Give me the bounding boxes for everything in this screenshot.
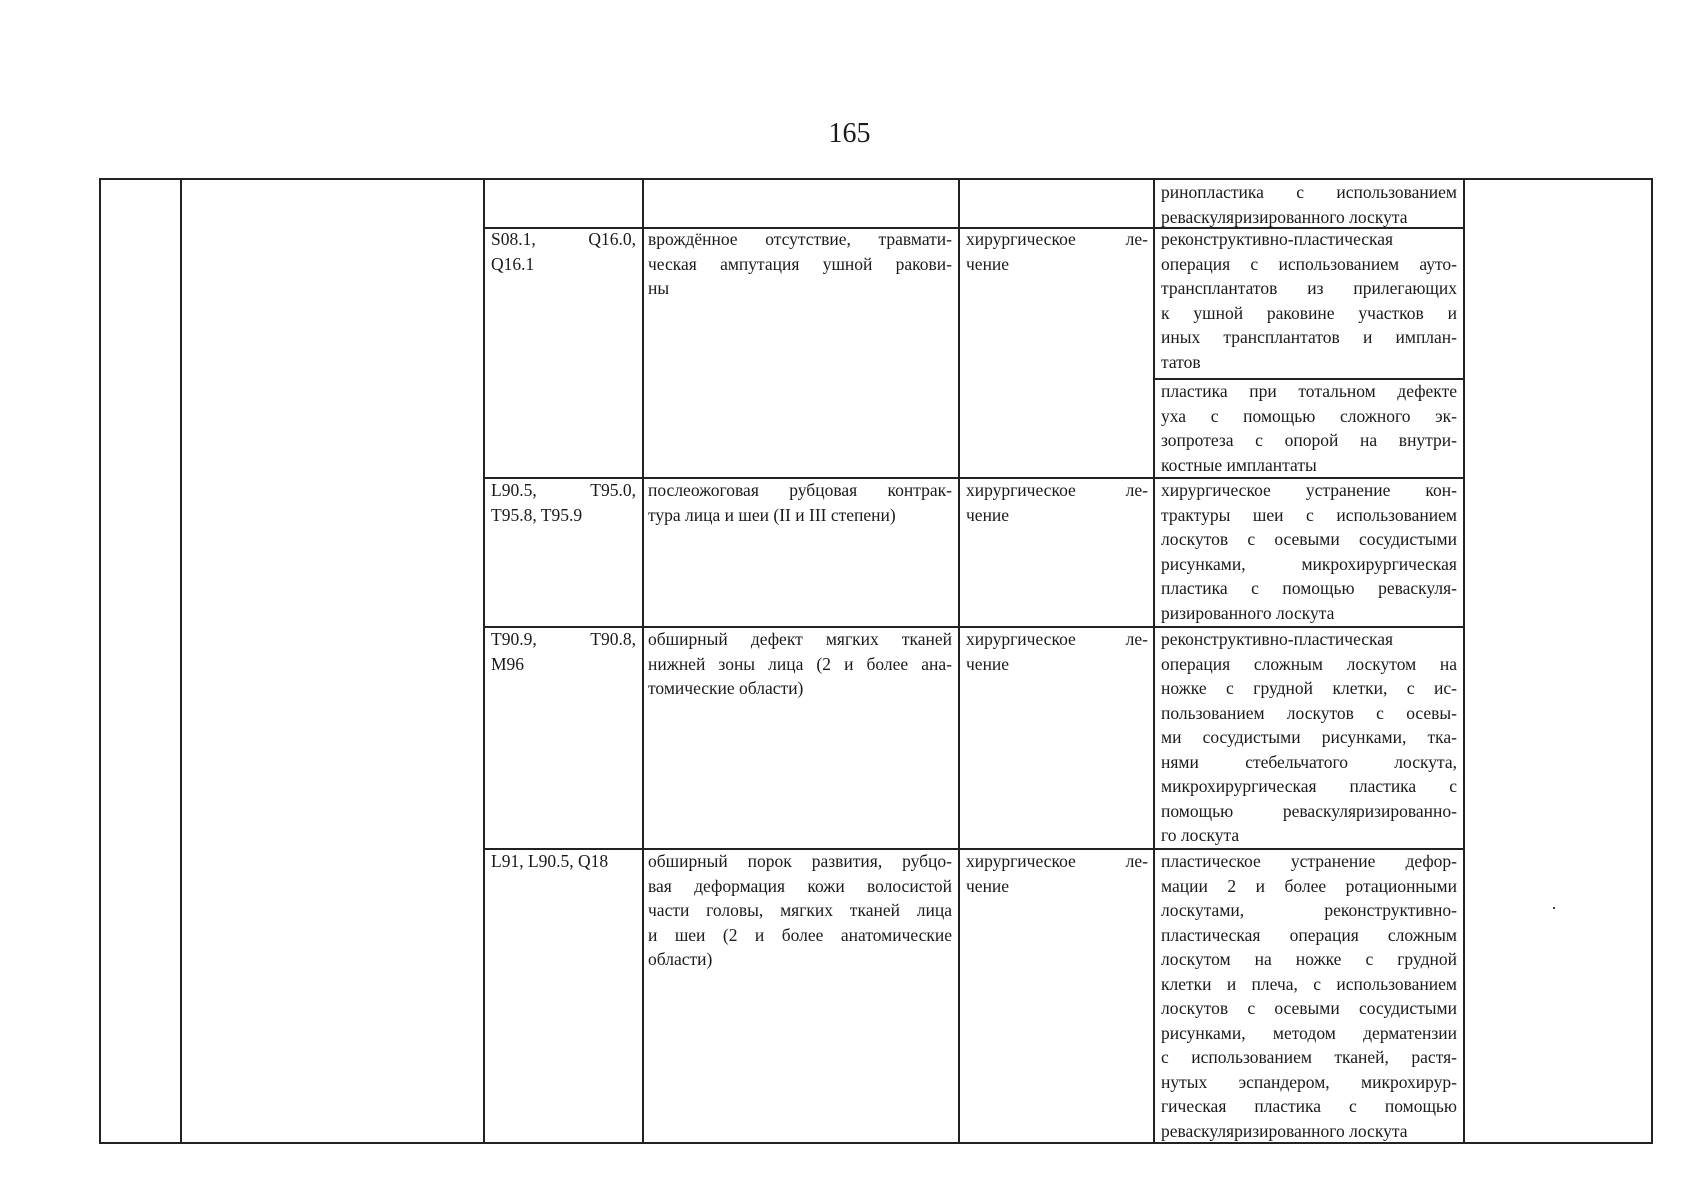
code-cell bbox=[491, 227, 636, 276]
text-line bbox=[491, 627, 636, 652]
text-line: го лоскута bbox=[1161, 825, 1240, 845]
text-line: пластика с помощью реваскуля- bbox=[1161, 578, 1457, 598]
text-line: ческая ампутация ушной ракови- bbox=[648, 253, 952, 274]
text-line: с использованием тканей, растя- bbox=[1161, 1047, 1457, 1067]
treatment-text: хирургическое bbox=[966, 480, 1076, 500]
text-line: лоскутами, реконструктивно- bbox=[1161, 900, 1457, 920]
treatment-cell bbox=[966, 227, 1148, 276]
text-line: татов bbox=[1161, 351, 1201, 372]
treatment-cell bbox=[966, 627, 1148, 676]
diagnosis-cell bbox=[648, 627, 952, 701]
treatment-text: чение bbox=[966, 653, 1010, 674]
code-text: L90.5, bbox=[491, 480, 537, 500]
code-text: L91, L90.5, Q18 bbox=[491, 851, 609, 871]
text-line: области) bbox=[648, 949, 713, 969]
column-divider-5 bbox=[1153, 179, 1155, 1144]
text-line: операция с использованием ауто- bbox=[1161, 253, 1457, 274]
code-text: Q16.0, bbox=[588, 229, 636, 249]
code-text: T95.8, T95.9 bbox=[491, 504, 583, 525]
code-cell bbox=[491, 627, 636, 676]
code-text: T90.9, bbox=[491, 629, 537, 649]
column-divider-3 bbox=[642, 179, 644, 1144]
treatment-text: хирургическое bbox=[966, 629, 1076, 649]
text-line: ножке с грудной клетки, с ис- bbox=[1161, 678, 1457, 698]
text-line: уха с помощью сложного эк- bbox=[1161, 405, 1457, 426]
treatment-text: чение bbox=[966, 504, 1010, 525]
column-divider-2 bbox=[483, 179, 485, 1144]
text-line: операция сложным лоскутом на bbox=[1161, 653, 1457, 674]
text-line: нутых эспандером, микрохирур- bbox=[1161, 1071, 1457, 1092]
treatment-text: ле- bbox=[1125, 229, 1148, 249]
column-divider-4 bbox=[958, 179, 960, 1144]
treatment-text: ле- bbox=[1125, 851, 1148, 871]
text-line: лоскутом на ножке с грудной bbox=[1161, 949, 1457, 969]
text-line: обширный дефект мягких тканей bbox=[648, 629, 952, 649]
treatment-text: хирургическое bbox=[966, 229, 1076, 249]
text-line: лоскутов с осевыми сосудистыми bbox=[1161, 529, 1457, 549]
treatment-text: ле- bbox=[1125, 629, 1148, 649]
diagnosis-cell bbox=[648, 478, 952, 527]
text-line: помощью реваскуляризированно- bbox=[1161, 800, 1457, 821]
text-line: обширный порок развития, рубцо- bbox=[648, 851, 952, 871]
text-line: ны bbox=[648, 278, 670, 298]
text-line: томические области) bbox=[648, 678, 804, 698]
text-line: части головы, мягких тканей лица bbox=[648, 900, 952, 920]
scan-speck bbox=[1553, 907, 1555, 909]
text-line: пластика при тотальном дефекте bbox=[1161, 381, 1457, 401]
text-line: рисунками, микрохирургическая bbox=[1161, 553, 1457, 574]
text-line: тура лица и шеи (II и III степени) bbox=[648, 504, 896, 525]
code-cell bbox=[491, 478, 636, 527]
text-line: трансплантатов из прилегающих bbox=[1161, 278, 1457, 298]
text-line: пластическая операция сложным bbox=[1161, 924, 1457, 945]
code-text: T95.0, bbox=[590, 480, 636, 500]
text-line: костные имплантаты bbox=[1161, 454, 1317, 475]
text-line: пластическое устранение дефор- bbox=[1161, 851, 1457, 871]
text-line: нижней зоны лица (2 и более ана- bbox=[648, 653, 952, 674]
text-line: к ушной раковине участков и bbox=[1161, 302, 1457, 323]
text-line: мации 2 и более ротационными bbox=[1161, 875, 1457, 896]
text-line bbox=[966, 849, 1148, 874]
text-line: ризированного лоскута bbox=[1161, 602, 1335, 623]
treatment-text: чение bbox=[966, 875, 1010, 896]
text-line: иных трансплантатов и имплан- bbox=[1161, 327, 1457, 347]
text-line bbox=[491, 478, 636, 503]
text-line: нями стебельчатого лоскута, bbox=[1161, 751, 1457, 772]
text-line: реконструктивно-пластическая bbox=[1161, 229, 1394, 249]
method-cell bbox=[1161, 227, 1457, 374]
text-line bbox=[966, 478, 1148, 503]
page-number: 165 bbox=[828, 118, 871, 149]
text-line: гическая пластика с помощью bbox=[1161, 1096, 1457, 1116]
text-line: послеожоговая рубцовая контрак- bbox=[648, 480, 952, 500]
code-text: S08.1, bbox=[491, 229, 536, 249]
text-line: рисунками, методом дерматензии bbox=[1161, 1022, 1457, 1043]
text-line bbox=[491, 227, 636, 252]
text-line: трактуры шеи с использованием bbox=[1161, 504, 1457, 525]
text-line bbox=[966, 227, 1148, 252]
text-line: врождённое отсутствие, травмати- bbox=[648, 229, 952, 249]
text-line: хирургическое устранение кон- bbox=[1161, 480, 1457, 500]
text-line: и шеи (2 и более анатомические bbox=[648, 924, 952, 945]
text-line: микрохирургическая пластика с bbox=[1161, 776, 1457, 796]
column-divider-6 bbox=[1463, 179, 1465, 1144]
method-cell bbox=[1161, 180, 1457, 229]
text-line: клетки и плеча, с использованием bbox=[1161, 973, 1457, 994]
text-line: ми сосудистыми рисунками, тка- bbox=[1161, 727, 1457, 747]
method-cell bbox=[1161, 849, 1457, 1143]
text-line: пользованием лоскутов с осевы- bbox=[1161, 702, 1457, 723]
code-cell bbox=[491, 849, 636, 874]
table-border-right bbox=[1651, 179, 1653, 1144]
diagnosis-cell bbox=[648, 849, 952, 972]
code-text: M96 bbox=[491, 653, 525, 674]
method-cell bbox=[1161, 478, 1457, 625]
text-line: ринопластика с использованием реваскуляризированного лоскута bbox=[1161, 182, 1457, 227]
column-divider-1 bbox=[180, 179, 182, 1144]
text-line bbox=[966, 627, 1148, 652]
table-border-left bbox=[99, 179, 101, 1144]
method-cell bbox=[1161, 627, 1457, 848]
text-line: зопротеза с опорой на внутри- bbox=[1161, 430, 1457, 450]
diagnosis-cell bbox=[648, 227, 952, 301]
treatment-text: ле- bbox=[1125, 480, 1148, 500]
treatment-text: чение bbox=[966, 253, 1010, 274]
code-text: Q16.1 bbox=[491, 253, 535, 274]
text-line: реваскуляризированного лоскута bbox=[1161, 1120, 1408, 1141]
text-line: реконструктивно-пластическая bbox=[1161, 629, 1394, 649]
text-line: лоскутов с осевыми сосудистыми bbox=[1161, 998, 1457, 1018]
method-cell bbox=[1161, 379, 1457, 477]
text-line: вая деформация кожи волосистой bbox=[648, 875, 952, 896]
treatment-cell bbox=[966, 478, 1148, 527]
treatment-cell bbox=[966, 849, 1148, 898]
treatment-text: хирургическое bbox=[966, 851, 1076, 871]
code-text: T90.8, bbox=[590, 629, 636, 649]
